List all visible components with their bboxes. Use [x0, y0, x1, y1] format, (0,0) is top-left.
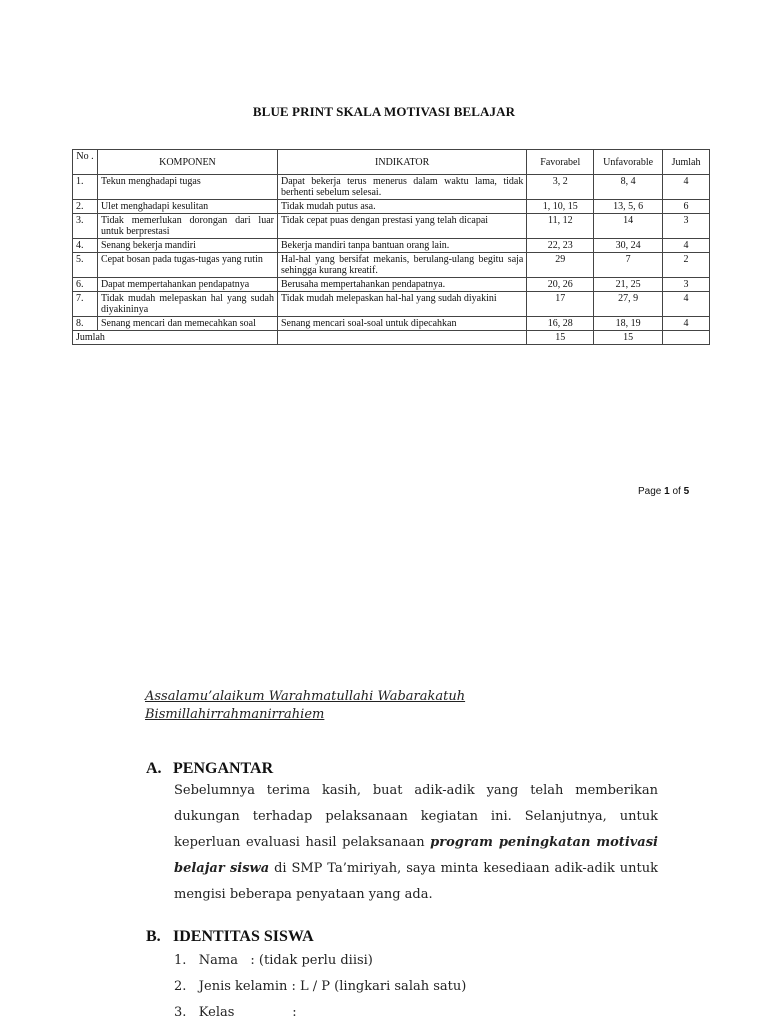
cell-no: 5.: [73, 253, 98, 278]
section-b-heading: [146, 928, 314, 946]
section-a-title: PENGANTAR: [173, 760, 274, 777]
cell-indikator: Senang mencari soal-soal untuk dipecahkan: [277, 317, 526, 331]
cell-jumlah: 3: [663, 214, 710, 239]
table-row: [73, 239, 710, 253]
table-row: [73, 175, 710, 200]
identity-item-jenis-kelamin: 2. Jenis kelamin : L / P (lingkari salah satu): [174, 979, 467, 994]
header-indikator: INDIKATOR: [277, 150, 526, 175]
section-a-heading: [146, 760, 273, 778]
total-unfavorable: 15: [594, 331, 663, 345]
cell-unfavorable: 18, 19: [594, 317, 663, 331]
cell-jumlah: 6: [663, 200, 710, 214]
cell-indikator: Tidak mudah melepaskan hal-hal yang sudah diyakini: [277, 292, 526, 317]
intro-text-1: Sebelumnya terima kasih, buat adik-adik yang telah memberikan dukungan terhadap pelaksanaan kegiatan ini. Selanjutnya, untuk keperluan evaluasi hasil pelaksanaan: [174, 783, 658, 850]
identity-list: [174, 948, 466, 1026]
cell-unfavorable: 7: [594, 253, 663, 278]
page-label: Page: [638, 486, 662, 497]
table-row: [73, 214, 710, 239]
cell-no: 8.: [73, 317, 98, 331]
identity-item-kelas: 3. Kelas :: [174, 1005, 297, 1020]
cell-indikator: Tidak mudah putus asa.: [277, 200, 526, 214]
section-b-title: IDENTITAS SISWA: [173, 928, 314, 945]
cell-favorabel: 17: [527, 292, 594, 317]
header-unfavorable: Unfavorable: [594, 150, 663, 175]
cell-komponen: Senang bekerja mandiri: [97, 239, 277, 253]
table-total-row: [73, 331, 710, 345]
page-current: 1: [664, 486, 670, 497]
greeting: [145, 688, 465, 724]
cell-favorabel: 1, 10, 15: [527, 200, 594, 214]
cell-indikator: Dapat bekerja terus menerus dalam waktu lama, tidak berhenti sebelum selesai.: [277, 175, 526, 200]
cell-unfavorable: 8, 4: [594, 175, 663, 200]
table-header-row: [73, 150, 710, 175]
table-row: [73, 292, 710, 317]
identity-item-nama: 1. Nama : (tidak perlu diisi): [174, 953, 373, 968]
cell-unfavorable: 14: [594, 214, 663, 239]
cell-komponen: Tidak memerlukan dorongan dari luar untuk berprestasi: [97, 214, 277, 239]
header-no: No .: [73, 150, 98, 175]
header-komponen: KOMPONEN: [97, 150, 277, 175]
page-of: of: [672, 486, 681, 497]
greeting-line-2: Bismillahirrahmanirrahiem: [145, 707, 325, 722]
cell-jumlah: 4: [663, 239, 710, 253]
intro-emphasis: program peningkatan motivasi belajar siswa: [174, 835, 658, 876]
cell-komponen: Senang mencari dan memecahkan soal: [97, 317, 277, 331]
page-number: [638, 486, 689, 497]
table-row: [73, 278, 710, 292]
cell-unfavorable: 13, 5, 6: [594, 200, 663, 214]
section-b-number: B.: [146, 928, 161, 945]
cell-indikator: Berusaha mempertahankan pendapatnya.: [277, 278, 526, 292]
table-row: [73, 253, 710, 278]
document-title: BLUE PRINT SKALA MOTIVASI BELAJAR: [252, 104, 516, 119]
cell-unfavorable: 21, 25: [594, 278, 663, 292]
intro-paragraph: [174, 778, 658, 908]
cell-favorabel: 22, 23: [527, 239, 594, 253]
cell-komponen: Tekun menghadapi tugas: [97, 175, 277, 200]
cell-indikator: Tidak cepat puas dengan prestasi yang telah dicapai: [277, 214, 526, 239]
greeting-line-1: Assalamu’alaikum Warahmatullahi Wabarakatuh: [145, 689, 466, 704]
cell-no: 3.: [73, 214, 98, 239]
cell-jumlah: 4: [663, 317, 710, 331]
cell-no: 1.: [73, 175, 98, 200]
cell-komponen: Cepat bosan pada tugas-tugas yang rutin: [97, 253, 277, 278]
cell-no: 7.: [73, 292, 98, 317]
cell-no: 2.: [73, 200, 98, 214]
cell-jumlah: 4: [663, 292, 710, 317]
cell-komponen: Dapat mempertahankan pendapatnya: [97, 278, 277, 292]
cell-jumlah: 2: [663, 253, 710, 278]
header-jumlah: Jumlah: [663, 150, 710, 175]
intro-text-2: di SMP Ta’miriyah, saya minta kesediaan adik-adik untuk mengisi beberapa penyataan yang ada.: [174, 861, 658, 902]
cell-komponen: Ulet menghadapi kesulitan: [97, 200, 277, 214]
cell-no: 6.: [73, 278, 98, 292]
section-a-number: A.: [146, 760, 162, 777]
cell-favorabel: 20, 26: [527, 278, 594, 292]
cell-unfavorable: 30, 24: [594, 239, 663, 253]
header-favorabel: Favorabel: [527, 150, 594, 175]
cell-no: 4.: [73, 239, 98, 253]
blueprint-table: [72, 149, 710, 345]
cell-unfavorable: 27, 9: [594, 292, 663, 317]
cell-indikator: Hal-hal yang bersifat mekanis, berulang-ulang begitu saja sehingga kurang kreatif.: [277, 253, 526, 278]
table-row: [73, 317, 710, 331]
cell-favorabel: 29: [527, 253, 594, 278]
cell-indikator: Bekerja mandiri tanpa bantuan orang lain.: [277, 239, 526, 253]
cell-favorabel: 11, 12: [527, 214, 594, 239]
cell-komponen: Tidak mudah melepaskan hal yang sudah diyakininya: [97, 292, 277, 317]
total-jumlah: [663, 331, 710, 345]
page-2: [0, 560, 768, 1024]
total-indikator: [277, 331, 526, 345]
cell-jumlah: 3: [663, 278, 710, 292]
total-label: Jumlah: [73, 331, 278, 345]
total-favorabel: 15: [527, 331, 594, 345]
table-row: [73, 200, 710, 214]
cell-favorabel: 3, 2: [527, 175, 594, 200]
page-total: 5: [683, 486, 690, 497]
cell-favorabel: 16, 28: [527, 317, 594, 331]
cell-jumlah: 4: [663, 175, 710, 200]
